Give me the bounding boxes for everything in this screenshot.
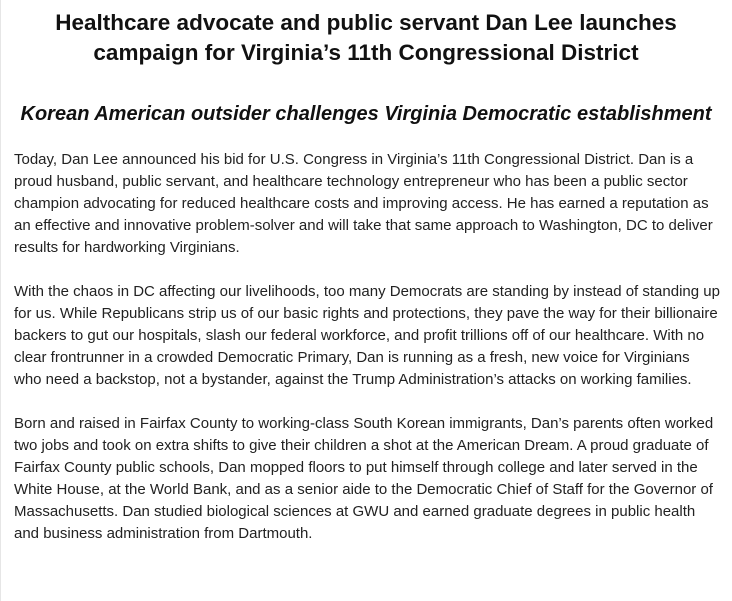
subheadline: Korean American outsider challenges Virginia Democratic establishment xyxy=(20,103,712,125)
article-body xyxy=(14,149,720,567)
headline: Healthcare advocate and public servant Dan Lee launches campaign for Virginia’s 11th Congressional District xyxy=(55,10,677,65)
paragraph-platform: With the chaos in DC affecting our livelihoods, too many Democrats are standing by instead of standing up for us. While Republicans strip us of our basic rights and protections, they pave the way for their billionaire backers to gut our hospitals, slash our federal workforce, and profit trillions off of our healthcare. With no clear frontrunner in a crowded Democratic Primary, Dan is running as a fresh, new voice for Virginians who need a backstop, not a bystander, against the Trump Administration’s attacks on working families. xyxy=(14,283,720,388)
paragraph-biography: Born and raised in Fairfax County to working-class South Korean immigrants, Dan’s parents often worked two jobs and took on extra shifts to give their children a shot at the American Dream. A proud graduate of Fairfax County public schools, Dan mopped floors to put himself through college and later served in the White House, at the World Bank, and as a senior aide to the Democratic Chief of Staff for the Governor of Massachusetts. Dan studied biological sciences at GWU and earned graduate degrees in public health and business administration from Dartmouth. xyxy=(14,415,714,542)
page-edge-divider xyxy=(0,0,1,601)
paragraph-announcement: Today, Dan Lee announced his bid for U.S. Congress in Virginia’s 11th Congressional District. Dan is a proud husband, public servant, and healthcare technology entrepreneur who has been a public sector champion advocating for reduced healthcare costs and improving access. He has earned a reputation as an effective and innovative problem-solver and will take that same approach to Washington, DC to deliver results for hardworking Virginians. xyxy=(14,151,713,256)
